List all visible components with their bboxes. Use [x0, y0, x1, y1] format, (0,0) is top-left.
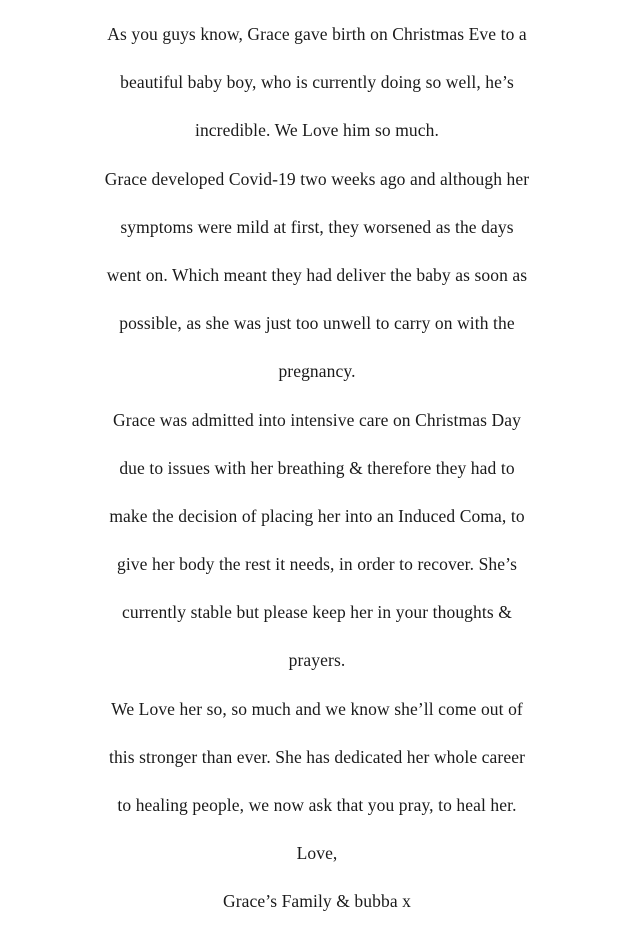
- letter-line: Grace developed Covid-19 two weeks ago and although her: [104, 168, 530, 189]
- letter-line: beautiful baby boy, who is currently doing so well, he’s: [120, 72, 514, 93]
- letter-line: possible, as she was just too unwell to carry on with the: [119, 313, 515, 334]
- letter-line: give her body the rest it needs, in order to recover. She’s: [116, 554, 518, 575]
- letter-line: make the decision of placing her into an Induced Coma, to: [109, 505, 525, 526]
- letter-line: due to issues with her breathing & therefore they had to: [119, 457, 515, 478]
- letter-line: We Love her so, so much and we know she’ll come out of: [111, 698, 523, 719]
- letter-line: symptoms were mild at first, they worsened as the days: [120, 216, 514, 237]
- letter-line: this stronger than ever. She has dedicated her whole career: [108, 746, 525, 767]
- letter-line: As you guys know, Grace gave birth on Christmas Eve to a: [107, 24, 527, 44]
- letter-line: prayers.: [288, 650, 346, 671]
- letter-signoff: Love,: [296, 843, 338, 864]
- letter-signature: Grace’s Family & bubba x: [222, 891, 412, 912]
- letter-line: incredible. We Love him so much.: [195, 120, 439, 141]
- letter-line: to healing people, we now ask that you pray, to heal her.: [117, 795, 517, 815]
- letter-line: Grace was admitted into intensive care on Christmas Day: [113, 409, 521, 430]
- letter-line: went on. Which meant they had deliver the baby as soon as: [106, 264, 528, 285]
- letter-line: pregnancy.: [278, 361, 356, 382]
- letter-line: currently stable but please keep her in your thoughts &: [122, 602, 512, 623]
